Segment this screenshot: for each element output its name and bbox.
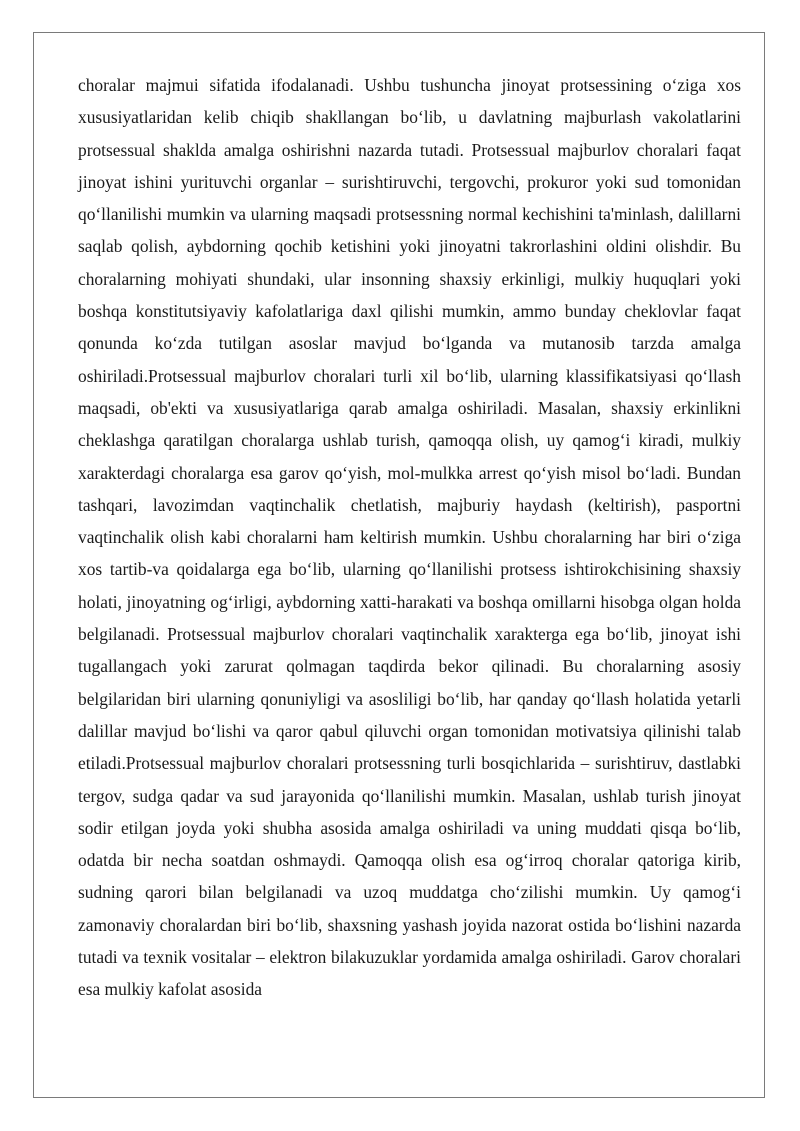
- body-paragraph: choralar majmui sifatida ifodalanadi. Ushbu tushuncha jinoyat protsessining o‘ziga xos xususiyatlaridan kelib chiqib shakllangan bo‘lib, u davlatning majburlash vakolatlarini protsessual shaklda amalga oshirishni nazarda tutadi. Protsessual majburlov choralari faqat jinoyat ishini yurituvchi organlar – surishtiruvchi, tergovchi, prokuror yoki sud tomonidan qo‘llanilishi mumkin va ularning maqsadi protsessning normal kechishini ta'minlash, dalillarni saqlab qolish, aybdorning qochib ketishini yoki jinoyatni takrorlashini oldini olishdir. Bu choralarning mohiyati shundaki, ular insonning shaxsiy erkinligi, mulkiy huquqlari yoki boshqa konstitutsiyaviy kafolatlariga daxl qilishi mumkin, ammo bunday cheklovlar faqat qonunda ko‘zda tutilgan asoslar mavjud bo‘lganda va mutanosib tarzda amalga oshiriladi.Protsessual majburlov choralari turli xil bo‘lib, ularning klassifikatsiyasi qo‘llash maqsadi, ob'ekti va xususiyatlariga qarab amalga oshiriladi. Masalan, shaxsiy erkinlikni cheklashga qaratilgan choralarga ushlab turish, qamoqqa olish, uy qamog‘i kiradi, mulkiy xarakterdagi choralarga esa garov qo‘yish, mol-mulkka arrest qo‘yish misol bo‘ladi. Bundan tashqari, lavozimdan vaqtinchalik chetlatish, majburiy haydash (keltirish), pasportni vaqtinchalik olish kabi choralarni ham keltirish mumkin. Ushbu choralarning har biri o‘ziga xos tartib-va qoidalarga ega bo‘lib, ularning qo‘llanilishi protsess ishtirokchisining shaxsiy holati, jinoyatning og‘irligi, aybdorning xatti-harakati va boshqa omillarni hisobga olgan holda belgilanadi. Protsessual majburlov choralari vaqtinchalik xarakterga ega bo‘lib, jinoyat ishi tugallangach yoki zarurat qolmagan taqdirda bekor qilinadi. Bu choralarning asosiy belgilaridan biri ularning qonuniyligi va asosliligi bo‘lib, har qanday qo‘llash holatida yetarli dalillar mavjud bo‘lishi va qaror qabul qiluvchi organ tomonidan motivatsiya qilinishi talab etiladi.Protsessual majburlov choralari protsessning turli bosqichlarida – surishtiruv, dastlabki tergov, sudga qadar va sud jarayonida qo‘llanilishi mumkin. Masalan, ushlab turish jinoyat sodir etilgan joyda yoki shubha asosida amalga oshiriladi va uning muddati qisqa bo‘lib, odatda bir necha soatdan oshmaydi. Qamoqqa olish esa og‘irroq choralar qatoriga kirib, sudning qarori bilan belgilanadi va uzoq muddatga cho‘zilishi mumkin. Uy qamog‘i zamonaviy choralardan biri bo‘lib, shaxsning yashash joyida nazorat ostida bo‘lishini nazarda tutadi va texnik vositalar – elektron bilakuzuklar yordamida amalga oshiriladi. Garov choralari esa mulkiy kafolat asosida: [78, 75, 741, 1000]
